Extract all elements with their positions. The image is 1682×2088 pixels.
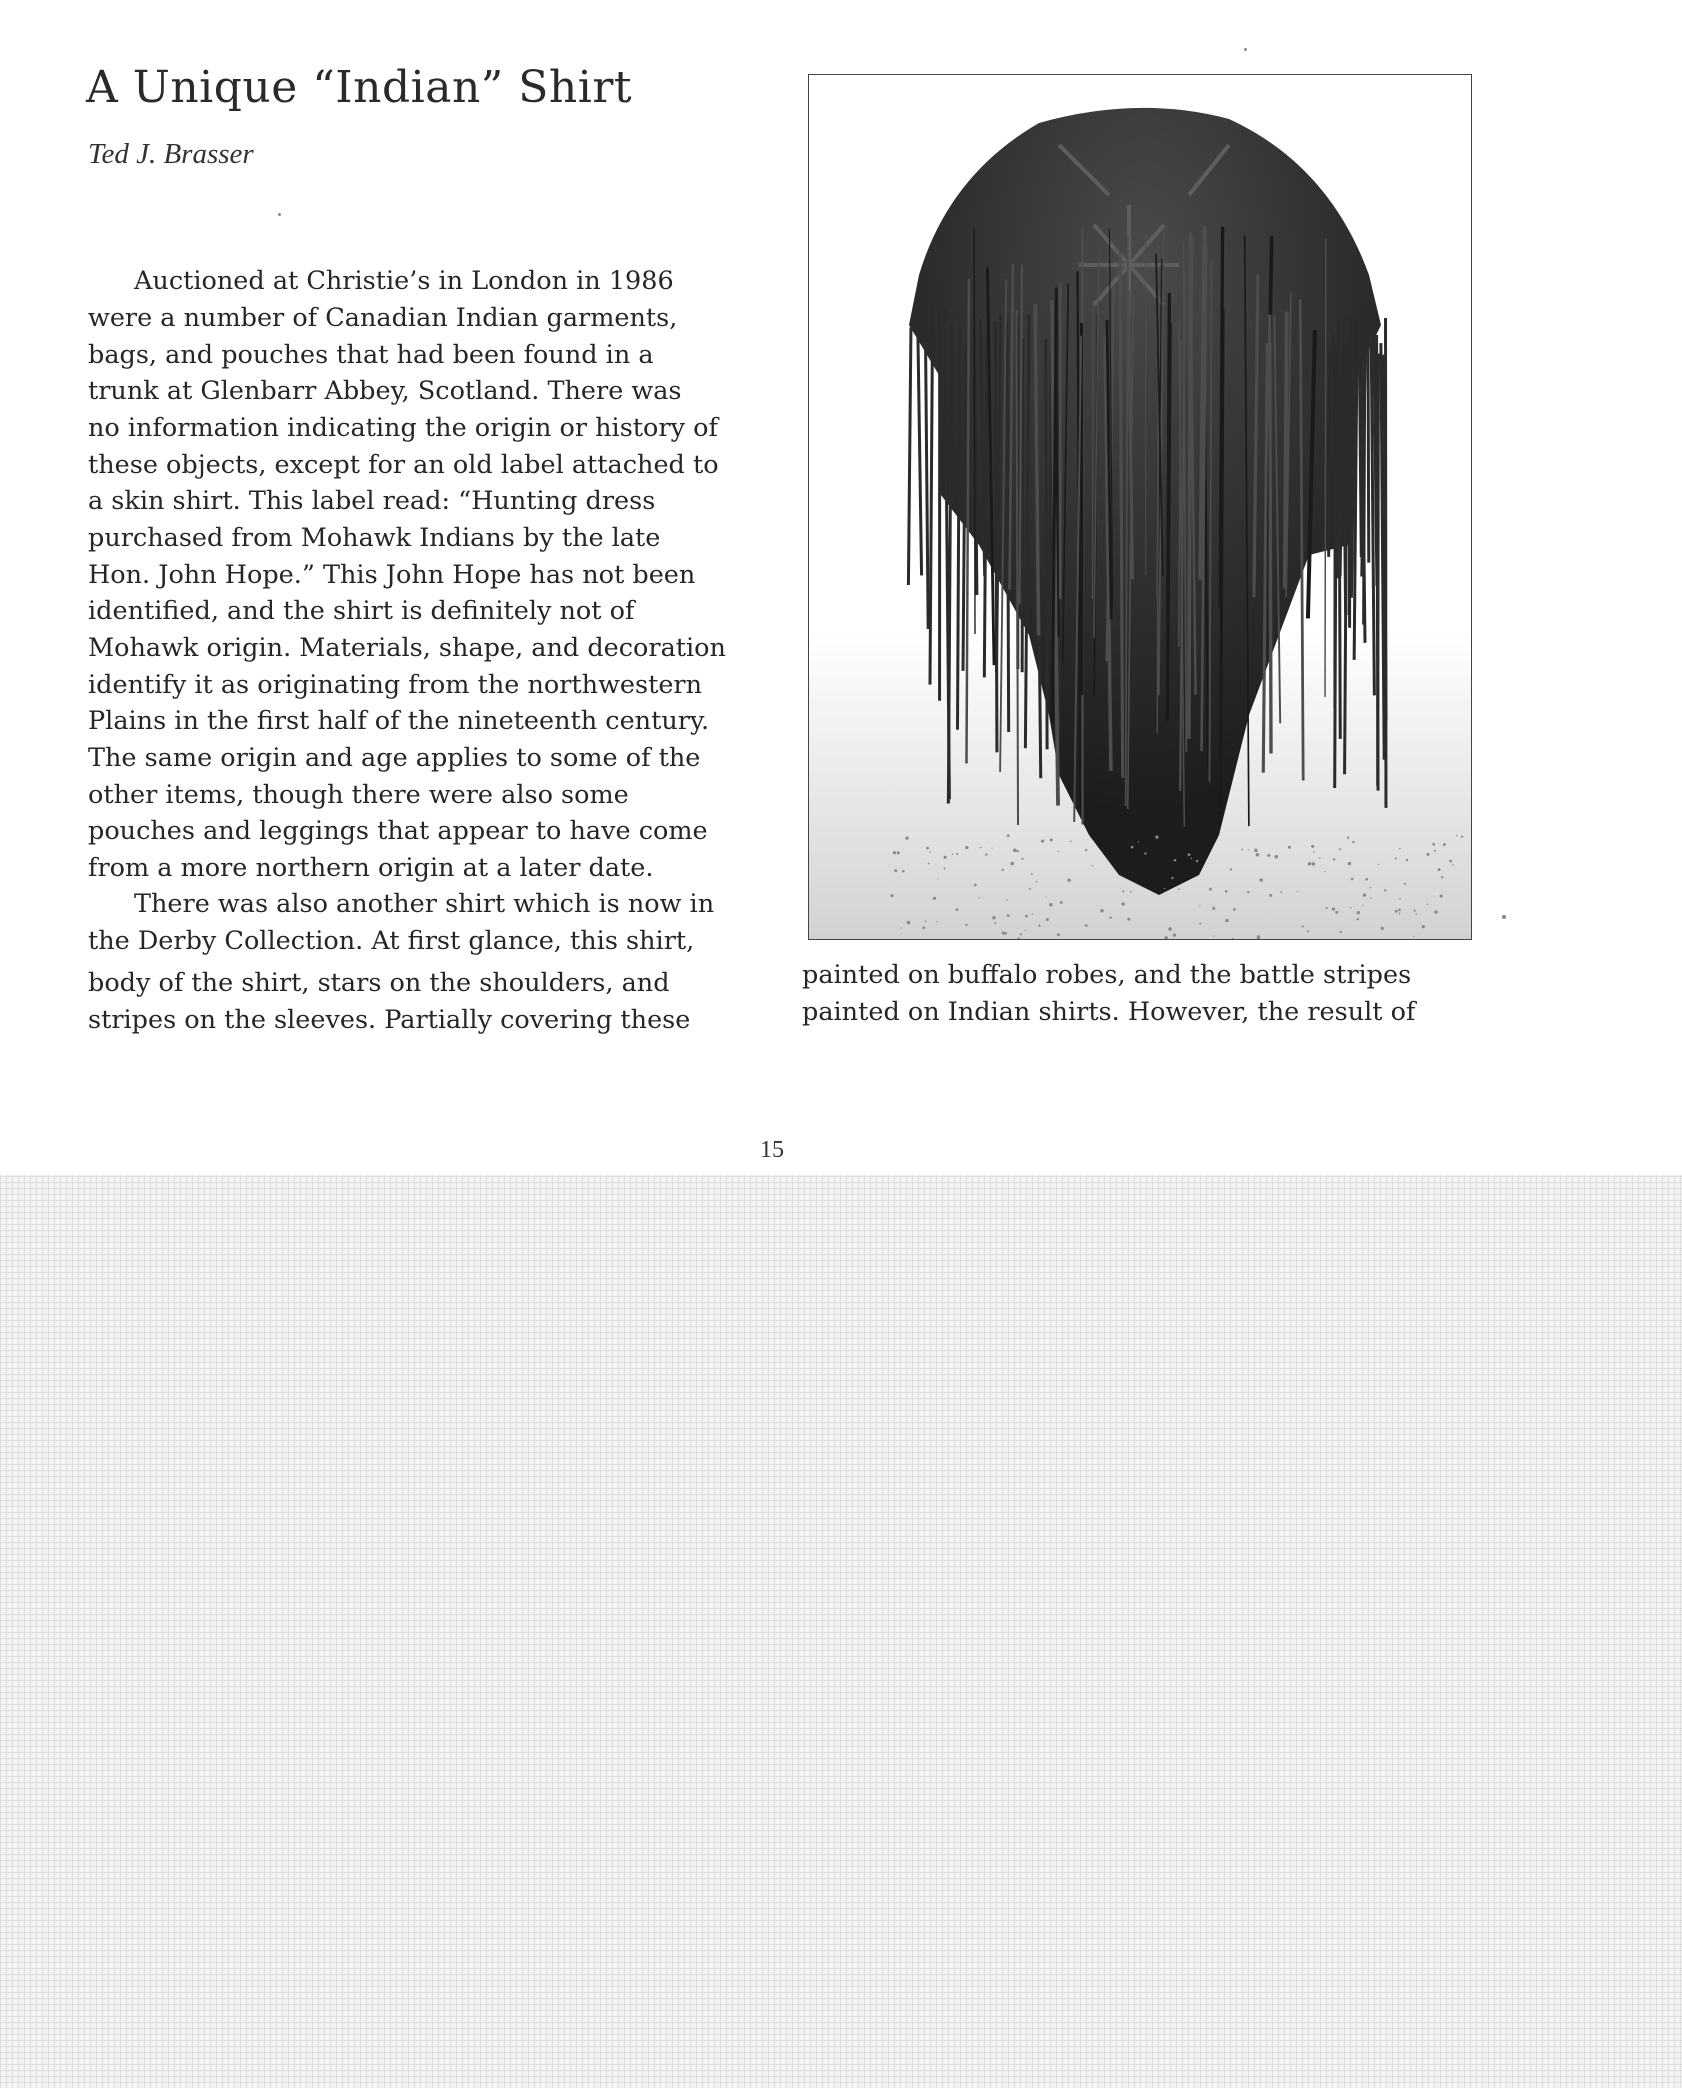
scan-noise xyxy=(1416,913,1418,915)
scan-noise xyxy=(1004,932,1007,935)
scan-noise xyxy=(944,867,946,869)
text-line: body of the shirt, stars on the shoulders, and xyxy=(88,968,670,998)
scan-noise xyxy=(1399,912,1401,914)
scan-noise xyxy=(936,921,937,922)
text-line: The same origin and age applies to some of the xyxy=(88,743,701,773)
scan-noise xyxy=(1017,937,1019,939)
article-title: A Unique “Indian” Shirt xyxy=(86,62,633,113)
scan-noise xyxy=(1324,871,1325,872)
text-line: other items, though there were also some xyxy=(88,780,629,810)
fringe-strand xyxy=(1325,239,1326,697)
scan-noise xyxy=(1434,910,1437,913)
text-line: pouches and leggings that appear to have come xyxy=(88,816,708,846)
scan-noise xyxy=(1440,894,1443,897)
text-line: no information indicating the origin or history of xyxy=(88,413,718,443)
scan-noise xyxy=(1313,851,1315,853)
scan-noise xyxy=(1191,858,1192,859)
scan-noise xyxy=(1399,848,1400,849)
scan-noise xyxy=(956,853,958,855)
text-line: a skin shirt. This label read: “Hunting dress xyxy=(88,486,656,516)
scan-noise xyxy=(1058,851,1060,853)
scan-noise xyxy=(1312,862,1315,865)
scan-noise xyxy=(1350,907,1351,908)
scan-noise xyxy=(1438,868,1441,871)
scan-noise xyxy=(1398,909,1401,912)
fringe-strand xyxy=(918,325,922,575)
scan-noise xyxy=(1020,933,1022,935)
scan-noise xyxy=(1110,916,1112,918)
scan-noise xyxy=(1352,841,1354,843)
scan-noise xyxy=(974,884,977,887)
scan-noise xyxy=(1173,934,1176,937)
scan-noise xyxy=(1025,915,1028,918)
scan-noise xyxy=(1174,859,1177,862)
text-line: identify it as originating from the northwestern xyxy=(88,670,703,700)
scan-noise xyxy=(1209,888,1212,891)
scan-noise xyxy=(1384,889,1386,891)
scan-noise xyxy=(925,920,927,922)
scan-noise xyxy=(1269,894,1272,897)
scan-noise xyxy=(1057,933,1060,936)
scan-noise xyxy=(1188,853,1191,856)
scan-noise xyxy=(1413,936,1414,937)
scan-noise xyxy=(1274,855,1278,859)
scan-noise xyxy=(1339,848,1341,850)
scan-noise xyxy=(905,836,908,839)
scan-noise xyxy=(1031,914,1032,915)
fringe-strand xyxy=(1368,327,1369,563)
scan-noise xyxy=(1267,854,1270,857)
scan-noise xyxy=(1029,888,1031,890)
scan-noise xyxy=(1319,857,1321,859)
scan-noise xyxy=(1092,865,1093,866)
fringe-strand xyxy=(1378,354,1379,786)
scan-noise xyxy=(1225,919,1228,922)
scan-noise xyxy=(1432,843,1435,846)
fringe-strand xyxy=(1335,347,1337,788)
scan-noise xyxy=(1280,891,1282,893)
scan-noise xyxy=(994,922,996,924)
shirt-figure xyxy=(808,74,1472,940)
scan-noise xyxy=(1378,864,1379,865)
scan-noise xyxy=(1199,923,1201,925)
scan-noise xyxy=(1395,910,1398,913)
scan-noise xyxy=(1241,849,1243,851)
scan-noise xyxy=(1370,887,1372,889)
page-number: 15 xyxy=(760,1137,784,1163)
scan-noise xyxy=(1013,849,1017,853)
scan-noise xyxy=(890,894,893,897)
scan-noise xyxy=(1070,841,1072,843)
scan-noise xyxy=(926,847,929,850)
scan-noise xyxy=(978,897,979,898)
scan-noise xyxy=(929,851,930,852)
scan-noise xyxy=(1452,864,1453,865)
scan-noise xyxy=(1155,835,1158,838)
scan-noise xyxy=(1326,907,1328,909)
scan-noise xyxy=(1427,853,1430,856)
scan-noise xyxy=(980,847,982,849)
scan-noise xyxy=(1348,862,1351,865)
scan-noise xyxy=(1067,878,1070,881)
article-author: Ted J. Brasser xyxy=(88,138,254,170)
scan-noise xyxy=(1021,858,1023,860)
scan-noise xyxy=(1164,936,1167,939)
scan-noise xyxy=(1365,878,1368,881)
scan-noise xyxy=(1449,860,1452,863)
scan-noise xyxy=(1260,878,1263,881)
scan-noise xyxy=(1025,930,1026,931)
fringe-strand xyxy=(1092,301,1093,599)
scan-noise xyxy=(1233,908,1236,911)
scan-noise xyxy=(1060,901,1063,904)
scan-noise xyxy=(1122,902,1125,905)
scan-noise xyxy=(1100,909,1103,912)
scan-noise xyxy=(1441,876,1443,878)
text-line: trunk at Glenbarr Abbey, Scotland. There was xyxy=(88,376,682,406)
text-line: the Derby Collection. At first glance, this shirt, xyxy=(88,926,695,956)
scan-noise xyxy=(1311,845,1314,848)
fringe-strand xyxy=(1046,339,1047,749)
scan-noise xyxy=(1127,918,1130,921)
text-line: There was also another shirt which is now in xyxy=(134,889,715,919)
fringe-strand xyxy=(930,308,933,685)
scan-noise xyxy=(1406,859,1408,861)
scan-noise xyxy=(944,856,947,859)
scan-noise xyxy=(991,847,992,848)
scan-noise xyxy=(1395,857,1397,859)
scan-noise xyxy=(1363,893,1366,896)
scan-noise xyxy=(1399,898,1401,900)
text-line: were a number of Canadian Indian garments, xyxy=(88,303,678,333)
scan-noise xyxy=(1248,849,1249,850)
scan-noise xyxy=(1302,926,1304,928)
scan-noise xyxy=(1130,891,1132,893)
scan-noise xyxy=(1434,850,1436,852)
scan-noise xyxy=(1362,905,1363,906)
text-line: stripes on the sleeves. Partially covering these xyxy=(88,1005,691,1035)
text-line: painted on Indian shirts. However, the result of xyxy=(802,997,1416,1027)
scan-noise xyxy=(1256,853,1260,857)
scan-noise xyxy=(1164,888,1165,889)
scan-noise xyxy=(1357,911,1360,914)
scan-noise xyxy=(897,851,900,854)
scan-noise xyxy=(1196,860,1198,862)
scan-noise xyxy=(1016,850,1018,852)
scan-noise xyxy=(1404,883,1406,885)
scan-noise xyxy=(1046,918,1049,921)
text-line: these objects, except for an old label attached to xyxy=(88,450,719,480)
text-line: bags, and pouches that had been found in a xyxy=(88,340,654,370)
scan-noise xyxy=(1049,903,1052,906)
scan-noise xyxy=(1414,910,1416,912)
scan-noise xyxy=(1006,899,1007,900)
shirt-photo xyxy=(809,75,1472,940)
scan-noise xyxy=(1138,841,1139,842)
scan-noise xyxy=(1144,852,1146,854)
scan-noise xyxy=(956,908,959,911)
scan-noise xyxy=(1212,907,1215,910)
scan-noise xyxy=(894,869,897,872)
fringe-strand xyxy=(1022,339,1023,673)
scan-noise xyxy=(1288,846,1291,849)
scan-noise xyxy=(1038,925,1040,927)
scan-noise xyxy=(965,924,967,926)
text-line: Hon. John Hope.” This John Hope has not been xyxy=(88,560,696,590)
scan-speck xyxy=(1502,915,1506,919)
scan-noise xyxy=(1340,931,1342,933)
fringe-strand xyxy=(1270,315,1271,754)
text-line: Auctioned at Christie’s in London in 1986 xyxy=(134,266,674,296)
fringe-strand xyxy=(974,228,975,634)
fringe-strand xyxy=(908,327,911,585)
text-line: purchased from Mohawk Indians by the late xyxy=(88,523,661,553)
scan-noise xyxy=(1036,881,1038,883)
scan-noise xyxy=(893,851,896,854)
scan-noise xyxy=(1297,891,1298,892)
scan-noise xyxy=(1171,877,1173,879)
scan-noise xyxy=(1422,925,1425,928)
scan-noise xyxy=(1001,869,1003,871)
scan-noise xyxy=(1041,840,1044,843)
scan-speck xyxy=(278,213,281,216)
scan-noise xyxy=(992,916,995,919)
scan-noise xyxy=(1443,843,1446,846)
scan-noise xyxy=(1031,873,1033,875)
fringe-strand xyxy=(1329,353,1330,557)
scan-noise xyxy=(1007,914,1010,917)
scan-noise xyxy=(1381,927,1384,930)
scan-noise xyxy=(1456,835,1457,836)
scan-noise xyxy=(928,863,930,865)
fringe-strand xyxy=(1007,321,1008,732)
scan-noise xyxy=(1085,849,1087,851)
text-line: painted on buffalo robes, and the battle stripes xyxy=(802,960,1412,990)
fringe-strand xyxy=(925,321,928,629)
scan-noise xyxy=(1225,890,1228,893)
scan-noise xyxy=(933,897,936,900)
text-line: from a more northern origin at a later date. xyxy=(88,853,654,883)
scan-noise xyxy=(1335,911,1338,914)
scan-noise xyxy=(902,870,905,873)
text-line: identified, and the shirt is definitely not of xyxy=(88,596,635,626)
text-line: Plains in the first half of the nineteenth century. xyxy=(88,706,710,736)
scan-noise xyxy=(1178,888,1180,890)
scan-noise xyxy=(1131,846,1134,849)
scan-noise xyxy=(937,878,938,879)
scan-noise xyxy=(965,846,968,849)
scan-noise xyxy=(1046,896,1047,897)
scan-noise xyxy=(1011,862,1015,866)
scan-noise xyxy=(1333,858,1335,860)
scan-noise xyxy=(922,926,925,929)
scan-noise xyxy=(901,927,902,928)
scan-noise xyxy=(1247,891,1249,893)
scan-noise xyxy=(1357,918,1359,920)
scan-noise xyxy=(1254,849,1257,852)
scan-noise xyxy=(1230,868,1232,870)
scan-noise xyxy=(1085,924,1088,927)
scan-noise xyxy=(1007,834,1010,837)
scan-noise xyxy=(952,854,953,855)
scan-noise xyxy=(1050,838,1053,841)
scan-noise xyxy=(907,921,911,925)
text-line: Mohawk origin. Materials, shape, and decoration xyxy=(88,633,726,663)
scan-noise xyxy=(1122,890,1124,892)
scan-noise xyxy=(1168,927,1172,931)
scan-noise xyxy=(1199,905,1200,906)
scan-noise xyxy=(1213,935,1214,936)
scan-noise xyxy=(985,853,987,855)
scan-noise xyxy=(1307,930,1309,932)
scan-noise xyxy=(1370,897,1371,898)
scan-noise xyxy=(1308,862,1312,866)
scan-noise xyxy=(1351,878,1354,881)
scan-noise xyxy=(1257,935,1260,938)
scan-noise xyxy=(1461,835,1463,837)
scan-noise xyxy=(1427,903,1428,904)
scan-speck xyxy=(1244,48,1247,51)
scan-noise xyxy=(1332,907,1335,910)
scan-noise xyxy=(1347,836,1349,838)
